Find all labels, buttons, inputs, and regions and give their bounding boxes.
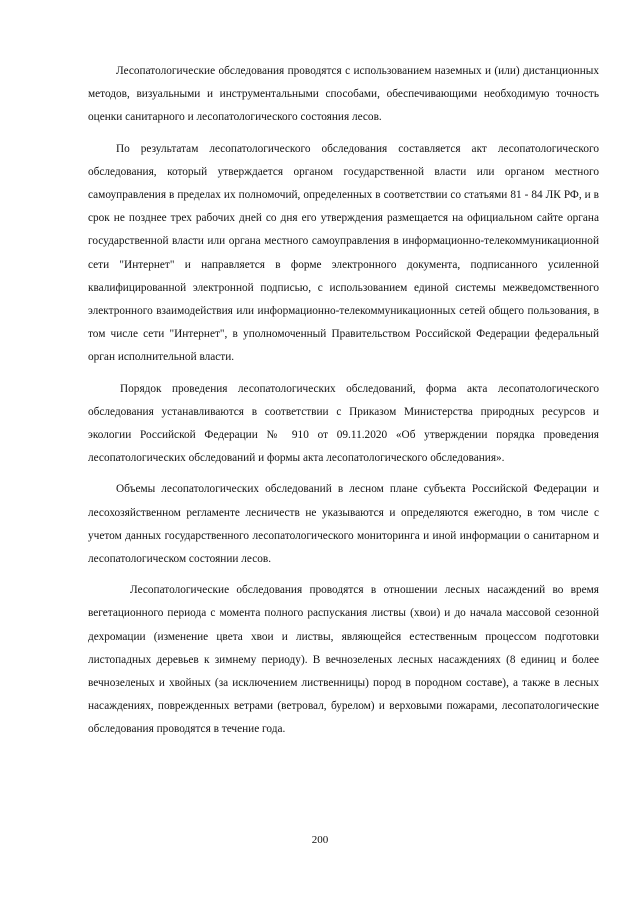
paragraph-survey-timing: Лесопатологические обследования проводятся в отношении лесных насаждений во время вегетационного периода с момента полного распускания листвы (хвои) и до начала массовой сезонной дехромации (изменение цвета хвои и листвы, являющейся естественным процессом подготовки листопадных деревьев к зимнему периоду). В вечнозеленых лесных насаждениях (8 единиц и более вечнозеленых и хвойных (за исключением лиственницы) пород в породном составе), а также в лесных насаждениях, поврежденных ветрами (ветровал, бурелом) и верховыми пожарами, лесопатологические обследования проводятся в течение года. xyxy=(88,584,599,736)
page-number: 200 xyxy=(311,834,329,846)
paragraph-survey-act: По результатам лесопатологического обследования составляется акт лесопатологического обследования, который утверждается органом государственной власти или органом местного самоуправления в пределах их полномочий, определенных в соответствии со статьями 81 - 84 ЛК РФ, и в срок не позднее трех рабочих дней со дня его утверждения размещается на официальном сайте органа государственной власти или органа местного самоуправления в информационно-телекоммуникационной сети "Интернет" и направляется в форме электронного документа, подписанного усиленной квалифицированной электронной подписью, с использованием единой системы межведомственного электронного взаимодействия или информационно-телекоммуникационных сетей общего пользования, в том числе сети "Интернет", в уполномоченный Правительством Российской Федерации федеральный орган исполнительной власти. xyxy=(88,142,599,364)
document-body xyxy=(88,60,599,750)
paragraph-survey-methods: Лесопатологические обследования проводятся с использованием наземных и (или) дистанционных методов, визуальными и инструментальными способами, обеспечивающими необходимую точность оценки санитарного и лесопатологического состояния лесов. xyxy=(88,65,599,124)
paragraph-survey-procedure: Порядок проведения лесопатологических обследований, форма акта лесопатологического обследования устанавливаются в соответствии с Приказом Министерства природных ресурсов и экологии Российской Федерации № 910 от 09.11.2020 «Об утверждении порядка проведения лесопатологических обследований и формы акта лесопатологического обследования». xyxy=(88,382,599,465)
paragraph-survey-volumes: Объемы лесопатологических обследований в лесном плане субъекта Российской Федерации и лесохозяйственном регламенте лесничеств не указываются и определяются ежегодно, в том числе с учетом данных государственного лесопатологического мониторинга и иной информации о санитарном и лесопатологическом состоянии лесов. xyxy=(88,483,599,566)
